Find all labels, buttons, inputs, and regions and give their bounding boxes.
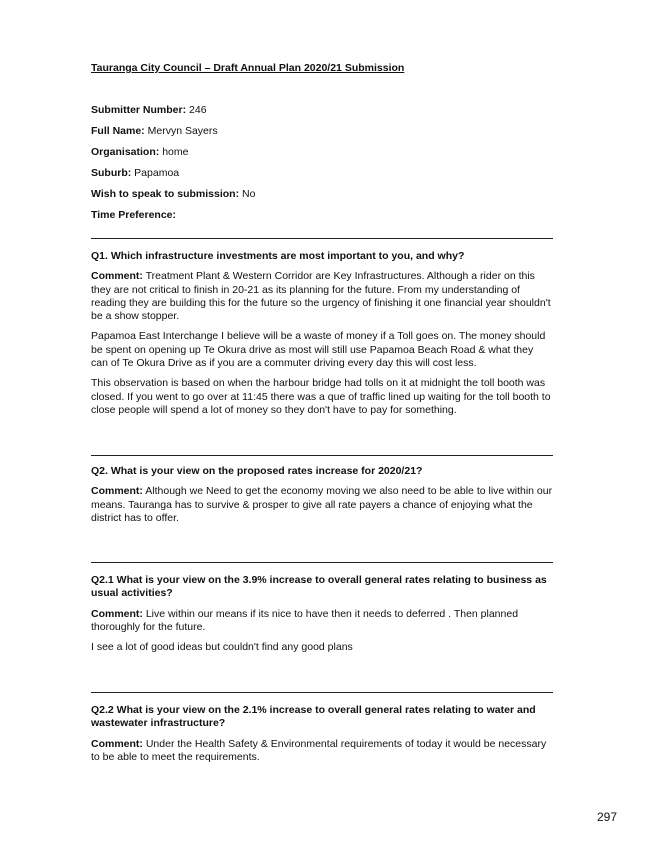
field-organisation	[91, 146, 553, 159]
section-q2	[91, 465, 553, 532]
field-value: 246	[189, 104, 207, 116]
field-time-preference	[91, 209, 553, 222]
section-divider	[91, 238, 553, 239]
field-full-name	[91, 125, 553, 138]
field-value: Papamoa	[134, 167, 180, 179]
body-paragraph: I see a lot of good ideas but couldn't find any good plans	[91, 641, 353, 654]
comment-paragraph	[91, 485, 553, 525]
comment-paragraph	[91, 738, 553, 765]
field-value: Mervyn Sayers	[147, 125, 218, 137]
comment-text: Although we Need to get the economy moving we also need to be able to live within our means. Tauranga has to survive & prosper to give all rate payers a chance of enjoying what the district has to offer.	[91, 485, 553, 524]
question-heading: Q2.1 What is your view on the 3.9% increase to overall general rates relating to business as usual activities?	[91, 574, 547, 600]
field-submitter-number	[91, 104, 553, 117]
field-wish-to-speak	[91, 188, 553, 201]
field-value: home	[162, 146, 189, 158]
comment-label: Comment:	[91, 737, 143, 750]
section-q2-2	[91, 704, 553, 771]
field-label: Time Preference:	[91, 209, 177, 221]
comment-paragraph	[91, 608, 553, 635]
field-value: No	[242, 188, 256, 200]
field-label: Organisation:	[91, 146, 160, 158]
page-number: 297	[596, 810, 617, 824]
field-label: Submitter Number:	[91, 104, 187, 116]
question-heading: Q2. What is your view on the proposed rates increase for 2020/21?	[91, 465, 423, 477]
comment-label: Comment:	[91, 485, 143, 498]
comment-label: Comment:	[91, 270, 143, 283]
field-label: Suburb:	[91, 167, 132, 179]
comment-paragraph	[91, 270, 553, 323]
question-heading: Q1. Which infrastructure investments are most important to you, and why?	[91, 250, 465, 262]
section-divider	[91, 455, 553, 456]
body-paragraph: This observation is based on when the harbour bridge had tolls on it at midnight the toll booth was closed. If you went to go over at 11:45 there was a que of traffic lined up waiting for the toll booth to close people will spend a lot of money so they don't have to pay for something.	[91, 377, 551, 416]
section-divider	[91, 562, 553, 563]
section-divider	[91, 692, 553, 693]
document-title: Tauranga City Council – Draft Annual Plan 2020/21 Submission	[91, 62, 405, 74]
comment-text: Live within our means if its nice to have then it needs to deferred . Then planned thoroughly for the future.	[91, 607, 519, 633]
field-suburb	[91, 167, 553, 180]
question-heading: Q2.2 What is your view on the 2.1% increase to overall general rates relating to water and wastewater infrastructure?	[91, 704, 536, 730]
field-label: Wish to speak to submission:	[91, 188, 240, 200]
section-q1	[91, 250, 553, 424]
comment-text: Under the Health Safety & Environmental requirements of today it would be necessary to be able to meet the requirements.	[91, 737, 547, 763]
field-label: Full Name:	[91, 125, 145, 137]
comment-text: Treatment Plant & Western Corridor are Key Infrastructures. Although a rider on this they are not critical to finish in 20-21 as its planning for the future. From my understanding of reading they are building this for the future so the urgency of finishing it one financial year shouldn't be a show stopper.	[91, 270, 551, 323]
comment-label: Comment:	[91, 607, 143, 620]
section-q2-1	[91, 574, 553, 661]
body-paragraph: Papamoa East Interchange I believe will be a waste of money if a Toll goes on. The money should be spent on opening up Te Okura drive as most will still use Papamoa Beach Road & what they can of Te Okura Drive as if you are a commuter driving every day this will cost less.	[91, 330, 546, 370]
